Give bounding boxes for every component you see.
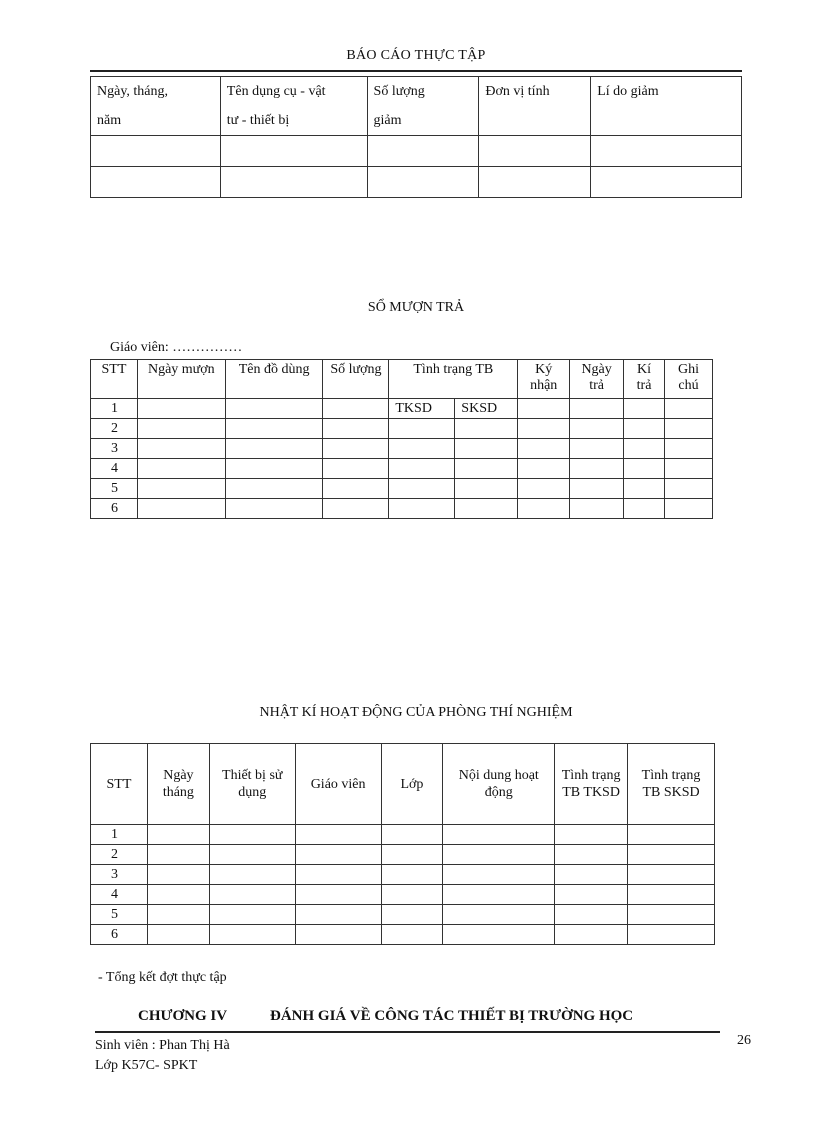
sub-header-tksd: TKSD <box>389 399 455 419</box>
header-note: Ghi chú <box>665 360 713 399</box>
header-condition-tksd: Tình trạng TB TKSD <box>555 744 628 825</box>
reduction-table <box>90 76 742 198</box>
table-row: 2 <box>91 845 715 865</box>
borrow-table <box>90 359 713 519</box>
lab-log-title: NHẬT KÍ HOẠT ĐỘNG CỦA PHÒNG THÍ NGHIỆM <box>259 705 573 720</box>
header-stt: STT <box>91 744 148 825</box>
header-sign: Ký nhận <box>518 360 570 399</box>
header-borrow-date: Ngày mượn <box>137 360 225 399</box>
table-row: 6 <box>91 925 715 945</box>
borrow-book-title: SỔ MƯỢN TRẢ <box>367 300 465 315</box>
table-row: 1 TKSD SKSD <box>91 399 713 419</box>
header-date: Ngày tháng <box>147 744 209 825</box>
header-cell-reason: Lí do giảm <box>591 77 742 136</box>
table-row <box>91 167 742 198</box>
header-return-sign: Kí trả <box>624 360 665 399</box>
header-condition: Tình trạng TB <box>389 360 518 399</box>
header-condition-sksd: Tình trạng TB SKSD <box>628 744 715 825</box>
header-teacher: Giáo viên <box>295 744 381 825</box>
table-row: 3 <box>91 865 715 885</box>
lab-log-table <box>90 743 715 945</box>
table-row: 4 <box>91 459 713 479</box>
table-header-row <box>91 77 742 136</box>
chapter-title: ĐÁNH GIÁ VỀ CÔNG TÁC THIẾT BỊ TRƯỜNG HỌC <box>270 1008 634 1024</box>
table-row: 5 <box>91 905 715 925</box>
header-class: Lớp <box>381 744 443 825</box>
footer-class: Lớp K57C- SPKT <box>95 1058 198 1073</box>
table-row: 1 <box>91 825 715 845</box>
footer-rule <box>95 1031 720 1033</box>
header-return-date: Ngày trả <box>570 360 624 399</box>
header-stt: STT <box>91 360 138 399</box>
sub-header-sksd: SKSD <box>455 399 518 419</box>
header-cell-date: Ngày, tháng, năm <box>91 77 221 136</box>
table-row: 3 <box>91 439 713 459</box>
header-rule <box>90 70 742 72</box>
table-row: 6 <box>91 499 713 519</box>
summary-line: - Tổng kết đợt thực tập <box>98 970 227 985</box>
footer-student: Sinh viên : Phan Thị Hà <box>95 1038 230 1053</box>
table-header-row <box>91 744 715 825</box>
teacher-label: Giáo viên: …………… <box>110 340 243 355</box>
header-equipment: Thiết bị sử dụng <box>209 744 295 825</box>
header-cell-item: Tên dụng cụ - vật tư - thiết bị <box>220 77 367 136</box>
page-header-title: BÁO CÁO THỰC TẬP <box>346 48 486 63</box>
table-row <box>91 136 742 167</box>
page-number: 26 <box>737 1033 751 1048</box>
header-cell-quantity: Số lượng giảm <box>367 77 479 136</box>
header-item-name: Tên đồ dùng <box>225 360 323 399</box>
chapter-heading <box>138 1008 633 1025</box>
chapter-number: CHƯƠNG IV <box>138 1008 228 1024</box>
table-row: 4 <box>91 885 715 905</box>
table-row: 5 <box>91 479 713 499</box>
table-row: 2 <box>91 419 713 439</box>
table-header-row <box>91 360 713 399</box>
header-quantity: Số lượng <box>323 360 389 399</box>
header-content: Nội dung hoạt động <box>443 744 555 825</box>
header-cell-unit: Đơn vị tính <box>479 77 591 136</box>
